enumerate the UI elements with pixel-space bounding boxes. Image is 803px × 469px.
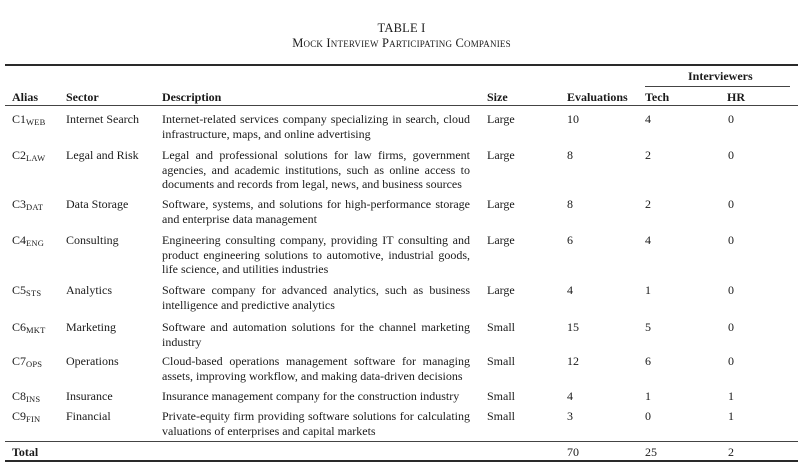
total-hr: 2 bbox=[728, 445, 734, 459]
row-description: Software and automation solutions for the channel marketing industry bbox=[162, 320, 470, 349]
row-sector: Analytics bbox=[66, 283, 112, 297]
row-tech: 2 bbox=[645, 197, 651, 211]
alias-subscript: DAT bbox=[26, 202, 44, 212]
row-size: Large bbox=[487, 197, 515, 211]
alias-id: C3 bbox=[12, 197, 27, 211]
row-size: Large bbox=[487, 112, 515, 126]
alias-id: C8 bbox=[12, 389, 27, 403]
row-description: Internet-related services company specializing in search, cloud infrastructure, maps, and online advertising bbox=[162, 112, 470, 141]
row-description: Legal and professional solutions for law firms, government agencies, and academic institutions, such as online access to documents and records from legal, news, and business sources bbox=[162, 148, 470, 191]
row-tech: 0 bbox=[645, 409, 651, 423]
total-label: Total bbox=[12, 445, 39, 459]
row-hr: 0 bbox=[728, 354, 734, 368]
row-size: Small bbox=[487, 354, 516, 368]
row-alias bbox=[12, 112, 46, 130]
row-size: Large bbox=[487, 283, 515, 297]
header-rule bbox=[5, 105, 798, 106]
row-hr: 0 bbox=[728, 233, 734, 247]
alias-id: C1 bbox=[12, 112, 27, 126]
header-tech: Tech bbox=[645, 90, 670, 104]
table-number: TABLE I bbox=[377, 21, 426, 35]
alias-subscript: FIN bbox=[26, 414, 41, 424]
header-sector: Sector bbox=[66, 90, 99, 104]
row-hr: 0 bbox=[728, 148, 734, 162]
row-evaluations: 12 bbox=[567, 354, 579, 368]
row-sector: Operations bbox=[66, 354, 119, 368]
alias-subscript: MKT bbox=[26, 325, 46, 335]
top-rule bbox=[5, 64, 798, 66]
row-sector: Consulting bbox=[66, 233, 119, 247]
row-size: Small bbox=[487, 320, 516, 334]
row-evaluations: 3 bbox=[567, 409, 573, 423]
row-evaluations: 8 bbox=[567, 148, 573, 162]
row-evaluations: 10 bbox=[567, 112, 579, 126]
header-hr: HR bbox=[727, 90, 745, 104]
table-title: Mock Interview Participating Companies bbox=[292, 36, 511, 50]
row-sector: Financial bbox=[66, 409, 111, 423]
alias-subscript: OPS bbox=[26, 359, 43, 369]
total-evaluations: 70 bbox=[567, 445, 579, 459]
row-alias bbox=[12, 354, 42, 372]
row-tech: 4 bbox=[645, 233, 651, 247]
row-hr: 1 bbox=[728, 389, 734, 403]
row-description: Cloud-based operations management software for managing assets, improving workflow, and making data-driven decisions bbox=[162, 354, 470, 383]
bottom-rule bbox=[5, 460, 798, 462]
row-hr: 0 bbox=[728, 197, 734, 211]
row-tech: 6 bbox=[645, 354, 651, 368]
row-size: Large bbox=[487, 233, 515, 247]
row-sector: Data Storage bbox=[66, 197, 129, 211]
row-tech: 2 bbox=[645, 148, 651, 162]
row-tech: 1 bbox=[645, 389, 651, 403]
alias-id: C4 bbox=[12, 233, 27, 247]
row-alias bbox=[12, 409, 40, 427]
row-sector: Legal and Risk bbox=[66, 148, 139, 162]
row-tech: 4 bbox=[645, 112, 651, 126]
row-alias bbox=[12, 148, 45, 166]
row-description: Private-equity firm providing software solutions for calculating valuations of enterprises and capital markets bbox=[162, 409, 470, 438]
row-description: Insurance management company for the construction industry bbox=[162, 389, 460, 403]
alias-subscript: ENG bbox=[26, 238, 45, 248]
row-alias bbox=[12, 320, 46, 338]
row-alias bbox=[12, 283, 41, 301]
row-sector: Insurance bbox=[66, 389, 113, 403]
alias-id: C5 bbox=[12, 283, 27, 297]
total-rule bbox=[5, 441, 798, 442]
row-description: Software, systems, and solutions for high-performance storage and enterprise data management bbox=[162, 197, 470, 226]
row-evaluations: 15 bbox=[567, 320, 579, 334]
row-hr: 0 bbox=[728, 320, 734, 334]
interviewers-cmidrule bbox=[645, 86, 790, 87]
row-size: Small bbox=[487, 409, 516, 423]
header-description: Description bbox=[162, 90, 222, 104]
row-description: Engineering consulting company, providing IT consulting and product engineering solutions to automotive, industrial goods, life science, and utilities industries bbox=[162, 233, 470, 276]
row-sector: Internet Search bbox=[66, 112, 139, 126]
alias-subscript: STS bbox=[26, 288, 42, 298]
alias-subscript: LAW bbox=[26, 153, 46, 163]
header-interviewers-group: Interviewers bbox=[688, 69, 753, 83]
alias-id: C6 bbox=[12, 320, 27, 334]
row-sector: Marketing bbox=[66, 320, 116, 334]
row-hr: 0 bbox=[728, 112, 734, 126]
header-size: Size bbox=[487, 90, 508, 104]
header-alias: Alias bbox=[12, 90, 39, 104]
row-tech: 5 bbox=[645, 320, 651, 334]
row-size: Large bbox=[487, 148, 515, 162]
alias-id: C2 bbox=[12, 148, 27, 162]
alias-subscript: WEB bbox=[26, 117, 46, 127]
row-alias bbox=[12, 197, 43, 215]
row-evaluations: 8 bbox=[567, 197, 573, 211]
alias-subscript: INS bbox=[26, 394, 41, 404]
row-hr: 0 bbox=[728, 283, 734, 297]
row-tech: 1 bbox=[645, 283, 651, 297]
alias-id: C7 bbox=[12, 354, 27, 368]
header-evaluations: Evaluations bbox=[567, 90, 628, 104]
row-size: Small bbox=[487, 389, 516, 403]
row-alias bbox=[12, 389, 40, 407]
alias-id: C9 bbox=[12, 409, 27, 423]
total-tech: 25 bbox=[645, 445, 657, 459]
row-description: Software company for advanced analytics, such as business intelligence and predictive analytics bbox=[162, 283, 470, 312]
row-hr: 1 bbox=[728, 409, 734, 423]
row-evaluations: 4 bbox=[567, 389, 573, 403]
row-alias bbox=[12, 233, 44, 251]
row-evaluations: 6 bbox=[567, 233, 573, 247]
row-evaluations: 4 bbox=[567, 283, 573, 297]
